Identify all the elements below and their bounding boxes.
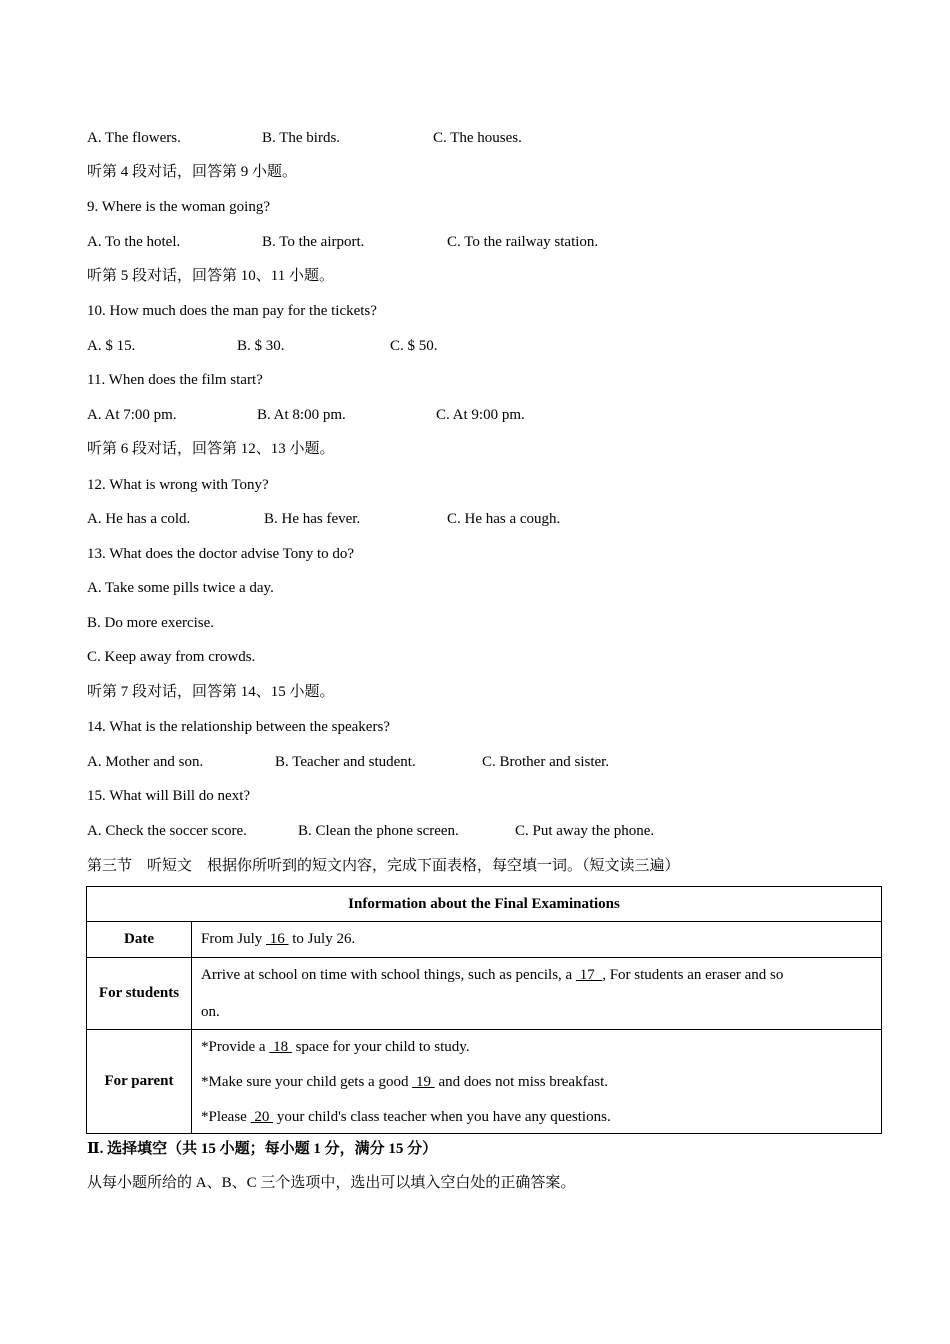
blank-19: 19: [412, 1073, 435, 1090]
q10-option-b: B. $ 30.: [237, 338, 285, 354]
table-row-students: [87, 958, 882, 1030]
q15-option-c: C. Put away the phone.: [515, 823, 655, 839]
students-value: Arrive at school on time with school things, such as pencils, a 17 , For students an eraser and so on.: [192, 958, 882, 1030]
q11-stem: 11. When does the film start?: [87, 372, 263, 388]
exam-info-table: [86, 886, 882, 1134]
part-3-instruction: 第三节 听短文 根据你所听到的短文内容，完成下面表格，每空填一词。（短文读三遍）: [87, 858, 680, 874]
q12-option-c: C. He has a cough.: [447, 511, 561, 527]
q12-option-a: A. He has a cold.: [87, 511, 191, 527]
parent-value: *Provide a 18 space for your child to study. *Make sure your child gets a good 19 and does not miss breakfast. *Please 20 your child's class teacher when you have any questions.: [192, 1030, 882, 1134]
q13-option-a: A. Take some pills twice a day.: [87, 580, 274, 596]
section-7-instruction: 听第 7 段对话，回答第 14、15 小题。: [87, 684, 335, 700]
q9-stem: 9. Where is the woman going?: [87, 199, 271, 215]
q14-option-c: C. Brother and sister.: [482, 754, 610, 770]
blank-17: 17: [575, 967, 603, 983]
q14-option-b: B. Teacher and student.: [275, 754, 416, 770]
q11-option-b: B. At 8:00 pm.: [257, 407, 346, 423]
blank-16: 16: [266, 931, 289, 947]
q8-option-b: B. The birds.: [262, 130, 341, 146]
blank-18: 18: [269, 1038, 292, 1055]
table-title-row: [87, 887, 882, 922]
q14-stem: 14. What is the relationship between the speakers?: [87, 719, 390, 735]
table-row-date: [87, 922, 882, 958]
part-2-title: Ⅱ. 选择填空（共 15 小题；每小题 1 分，满分 15 分）: [87, 1141, 438, 1157]
q8-option-c: C. The houses.: [433, 130, 522, 146]
q10-option-a: A. $ 15.: [87, 338, 136, 354]
date-value: From July 16 to July 26.: [192, 922, 882, 958]
q13-stem: 13. What does the doctor advise Tony to do?: [87, 546, 355, 562]
parent-label: For parent: [87, 1030, 192, 1134]
q9-option-b: B. To the airport.: [262, 234, 365, 250]
students-label: For students: [87, 958, 192, 1030]
q11-option-c: C. At 9:00 pm.: [436, 407, 525, 423]
part-2-instruction: 从每小题所给的 A、B、C 三个选项中，选出可以填入空白处的正确答案。: [87, 1175, 576, 1191]
q12-stem: 12. What is wrong with Tony?: [87, 477, 269, 493]
table-title: Information about the Final Examinations: [87, 887, 882, 922]
q12-option-b: B. He has fever.: [264, 511, 361, 527]
section-4-instruction: 听第 4 段对话，回答第 9 小题。: [87, 164, 298, 180]
q15-option-b: B. Clean the phone screen.: [298, 823, 459, 839]
table-row-parent: [87, 1030, 882, 1134]
q15-option-a: A. Check the soccer score.: [87, 823, 247, 839]
q8-option-a: A. The flowers.: [87, 130, 181, 146]
date-label: Date: [87, 922, 192, 958]
q15-stem: 15. What will Bill do next?: [87, 788, 251, 804]
q9-option-a: A. To the hotel.: [87, 234, 181, 250]
q13-option-b: B. Do more exercise.: [87, 615, 215, 631]
q13-option-c: C. Keep away from crowds.: [87, 649, 256, 665]
q11-option-a: A. At 7:00 pm.: [87, 407, 177, 423]
q10-option-c: C. $ 50.: [390, 338, 438, 354]
blank-20: 20: [250, 1108, 274, 1125]
q9-option-c: C. To the railway station.: [447, 234, 599, 250]
q10-stem: 10. How much does the man pay for the tickets?: [87, 303, 377, 319]
q14-option-a: A. Mother and son.: [87, 754, 204, 770]
section-5-instruction: 听第 5 段对话，回答第 10、11 小题。: [87, 268, 334, 284]
section-6-instruction: 听第 6 段对话，回答第 12、13 小题。: [87, 441, 335, 457]
